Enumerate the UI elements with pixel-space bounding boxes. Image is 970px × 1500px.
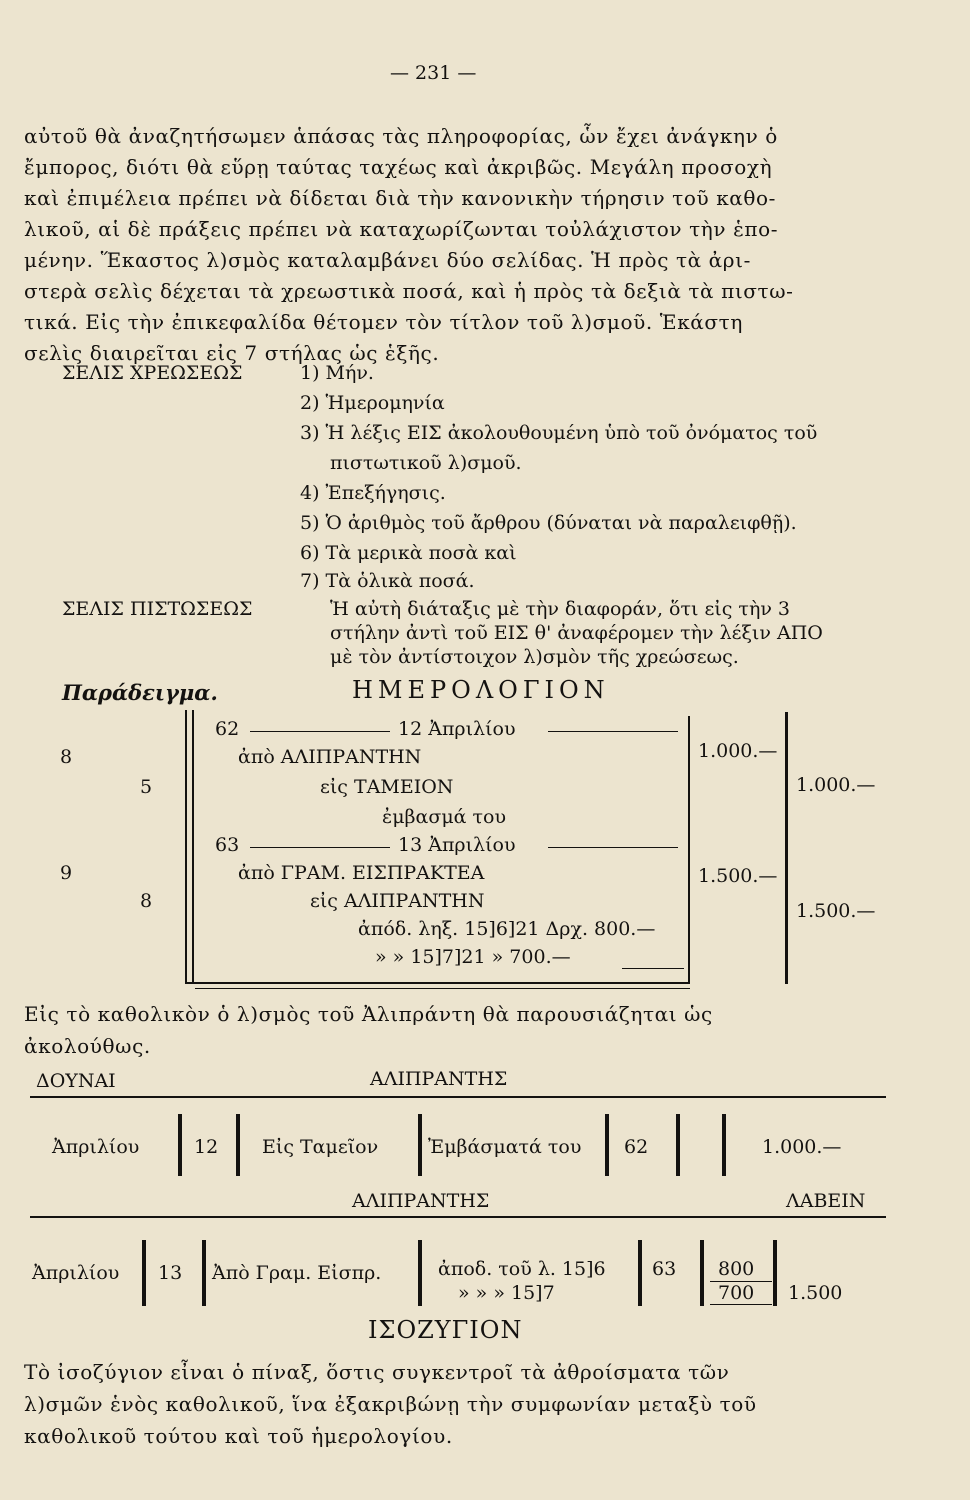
ledger-top-rule: [30, 1216, 886, 1218]
intro-line: μένην. Ἕκαστος λ)σμὸς καταλαμβάνει δύο σελίδας. Ἡ πρὸς τὰ ἀρι-: [24, 248, 751, 272]
ledger-day: 13: [158, 1262, 183, 1284]
debit-page-label: ΣΕΛΙΣ ΧΡΕΩΣΕΩΣ: [62, 362, 243, 384]
journal-date-rule: [250, 731, 390, 732]
credit-page-line: Ἡ αὐτὴ διάταξις μὲ τὴν διαφοράν, ὅτι εἰς τὴν 3: [330, 598, 791, 620]
journal-explanation: ἐμβασμά του: [382, 806, 507, 828]
ledger-rule: [638, 1240, 642, 1306]
intro-line: σελὶς διαιρεῖται εἰς 7 στήλας ὡς ἑξῆς.: [24, 341, 440, 365]
debit-column-item: 5) Ὁ ἀριθμὸς τοῦ ἄρθρου (δύναται νὰ παραλειφθῇ).: [300, 512, 797, 534]
intro-line: καὶ ἐπιμέλεια πρέπει νὰ δίδεται διὰ τὴν κανονικὴν τήρησιν τοῦ καθο-: [24, 186, 777, 210]
journal-debit-account: ἀπὸ ΓΡΑΜ. ΕΙΣΠΡΑΚΤΕΑ: [238, 862, 485, 884]
ledger-explanation: » » » 15]7: [458, 1282, 555, 1304]
journal-date-rule: [250, 847, 390, 848]
journal-credit-ref: 8: [140, 890, 153, 912]
trial-balance-line: λ)σμῶν ἑνὸς καθολικοῦ, ἵνα ἐξακριβώνῃ τὴν συμφωνίαν μεταξὺ τοῦ: [24, 1392, 757, 1416]
journal-rule: [192, 710, 194, 982]
ledger-article-number: 62: [624, 1136, 649, 1158]
journal-title: ΗΜΕΡΟΛΟΓΙΟΝ: [352, 676, 610, 704]
ledger-article-number: 63: [652, 1258, 677, 1280]
journal-rule: [185, 982, 690, 984]
ledger-account-title: ΑΛΙΠΡΑΝΤΗΣ: [370, 1068, 508, 1090]
journal-entry-number: 63: [215, 834, 240, 856]
ledger-counter-account: Εἰς Ταμεῖον: [262, 1136, 379, 1158]
journal-credit-account: εἰς ΑΛΙΠΡΑΝΤΗΝ: [310, 890, 485, 912]
journal-sum-rule: [622, 968, 684, 969]
credit-page-line: μὲ τὸν ἀντίστοιχον λ)σμὸν τῆς χρεώσεως.: [330, 646, 739, 668]
page-number: — 231 —: [390, 62, 477, 84]
debit-column-item: πιστωτικοῦ λ)σμοῦ.: [330, 452, 522, 474]
ledger-total: 1.000.—: [762, 1136, 842, 1158]
ledger-explanation: Ἐμβάσματά του: [428, 1136, 582, 1158]
example-label: Παράδειγμα.: [62, 680, 218, 705]
debit-column-item: 3) Ἡ λέξις ΕΙΣ ἀκολουθουμένη ὑπὸ τοῦ ὀνόματος τοῦ: [300, 422, 818, 444]
ledger-rule: [236, 1114, 240, 1176]
journal-credit-account: εἰς ΤΑΜΕΙΟΝ: [320, 776, 454, 798]
journal-partial-amount: 1.000.—: [698, 740, 778, 762]
ledger-side-label: ΛΑΒΕΙΝ: [786, 1190, 866, 1212]
ledger-rule: [202, 1240, 206, 1306]
journal-debit-ref: 8: [60, 746, 73, 768]
intro-line: λικοῦ, αἱ δὲ πράξεις πρέπει νὰ καταχωρίζωνται τοὐλάχιστον τὴν ἑπο-: [24, 217, 779, 241]
ledger-rule: [418, 1114, 422, 1176]
ledger-counter-account: Ἀπὸ Γραμ. Εἰσπρ.: [212, 1262, 382, 1284]
ledger-sum-rule: [710, 1304, 772, 1305]
trial-balance-title: ΙΣΟΖΥΓΙΟΝ: [368, 1316, 523, 1344]
journal-total-amount: 1.500.—: [796, 900, 876, 922]
credit-page-label: ΣΕΛΙΣ ΠΙΣΤΩΣΕΩΣ: [62, 598, 253, 620]
journal-partial-amount: 1.500.—: [698, 865, 778, 887]
journal-rule: [785, 712, 788, 984]
journal-date-rule: [548, 731, 678, 732]
ledger-total: 1.500: [788, 1282, 843, 1304]
journal-rule: [185, 710, 187, 982]
ledger-top-rule: [30, 1096, 886, 1098]
journal-debit-account: ἀπὸ ΑΛΙΠΡΑΝΤΗΝ: [238, 746, 422, 768]
ledger-month: Ἀπριλίου: [52, 1136, 140, 1158]
trial-balance-line: Τὸ ἰσοζύγιον εἶναι ὁ πίναξ, ὅστις συγκεντροῖ τὰ ἀθροίσματα τῶν: [24, 1360, 730, 1384]
ledger-partial: 700: [718, 1282, 755, 1304]
journal-total-amount: 1.000.—: [796, 774, 876, 796]
intro-line: ἔμπορος, διότι θὰ εὕρῃ ταύτας ταχέως καὶ ἀκριβῶς. Μεγάλη προσοχὴ: [24, 155, 773, 179]
ledger-partial: 800: [718, 1258, 755, 1280]
debit-column-item: 1) Μήν.: [300, 362, 374, 384]
ledger-rule: [418, 1240, 422, 1306]
journal-entry-date: 12 Ἀπριλίου: [398, 718, 516, 740]
journal-entry-number: 62: [215, 718, 240, 740]
journal-debit-ref: 9: [60, 862, 73, 884]
trial-balance-line: καθολικοῦ τούτου καὶ τοῦ ἡμερολογίου.: [24, 1424, 453, 1448]
journal-detail-line: » » 15]7]21 » 700.—: [375, 946, 571, 968]
ledger-account-title: ΑΛΙΠΡΑΝΤΗΣ: [352, 1190, 490, 1212]
ledger-rule: [700, 1240, 704, 1306]
journal-rule: [195, 988, 690, 989]
debit-column-item: 6) Τὰ μερικὰ ποσὰ καὶ: [300, 542, 517, 564]
ledger-explanation: ἀποδ. τοῦ λ. 15]6: [438, 1258, 606, 1280]
debit-column-item: 2) Ἡμερομηνία: [300, 392, 445, 414]
ledger-rule: [605, 1114, 609, 1176]
ledger-intro-line: Εἰς τὸ καθολικὸν ὁ λ)σμὸς τοῦ Ἀλιπράντη θὰ παρουσιάζηται ὡς: [24, 1002, 713, 1026]
debit-column-item: 4) Ἐπεξήγησις.: [300, 482, 446, 504]
intro-line: αὐτοῦ θὰ ἀναζητήσωμεν ἁπάσας τὰς πληροφορίας, ὧν ἔχει ἀνάγκην ὁ: [24, 124, 778, 148]
intro-line: στερὰ σελὶς δέχεται τὰ χρεωστικὰ ποσά, καὶ ἡ πρὸς τὰ δεξιὰ τὰ πιστω-: [24, 279, 794, 303]
journal-detail-line: ἀπόδ. ληξ. 15]6]21 Δρχ. 800.—: [358, 918, 656, 940]
ledger-rule: [773, 1240, 777, 1306]
credit-page-line: στήλην ἀντὶ τοῦ ΕΙΣ θ' ἀναφέρομεν τὴν λέξιν ΑΠΟ: [330, 622, 823, 644]
intro-line: τικά. Εἰς τὴν ἐπικεφαλίδα θέτομεν τὸν τίτλον τοῦ λ)σμοῦ. Ἑκάστη: [24, 310, 743, 334]
ledger-side-label: ΔΟΥΝΑΙ: [36, 1070, 116, 1092]
ledger-rule: [142, 1240, 146, 1306]
journal-rule: [688, 716, 690, 982]
ledger-intro-line: ἀκολούθως.: [24, 1034, 151, 1058]
journal-credit-ref: 5: [140, 776, 153, 798]
ledger-day: 12: [194, 1136, 219, 1158]
ledger-rule: [676, 1114, 680, 1176]
journal-entry-date: 13 Ἀπριλίου: [398, 834, 516, 856]
journal-date-rule: [548, 847, 678, 848]
ledger-rule: [722, 1114, 726, 1176]
ledger-rule: [178, 1114, 182, 1176]
ledger-month: Ἀπριλίου: [32, 1262, 120, 1284]
debit-column-item: 7) Τὰ ὁλικὰ ποσά.: [300, 570, 475, 592]
